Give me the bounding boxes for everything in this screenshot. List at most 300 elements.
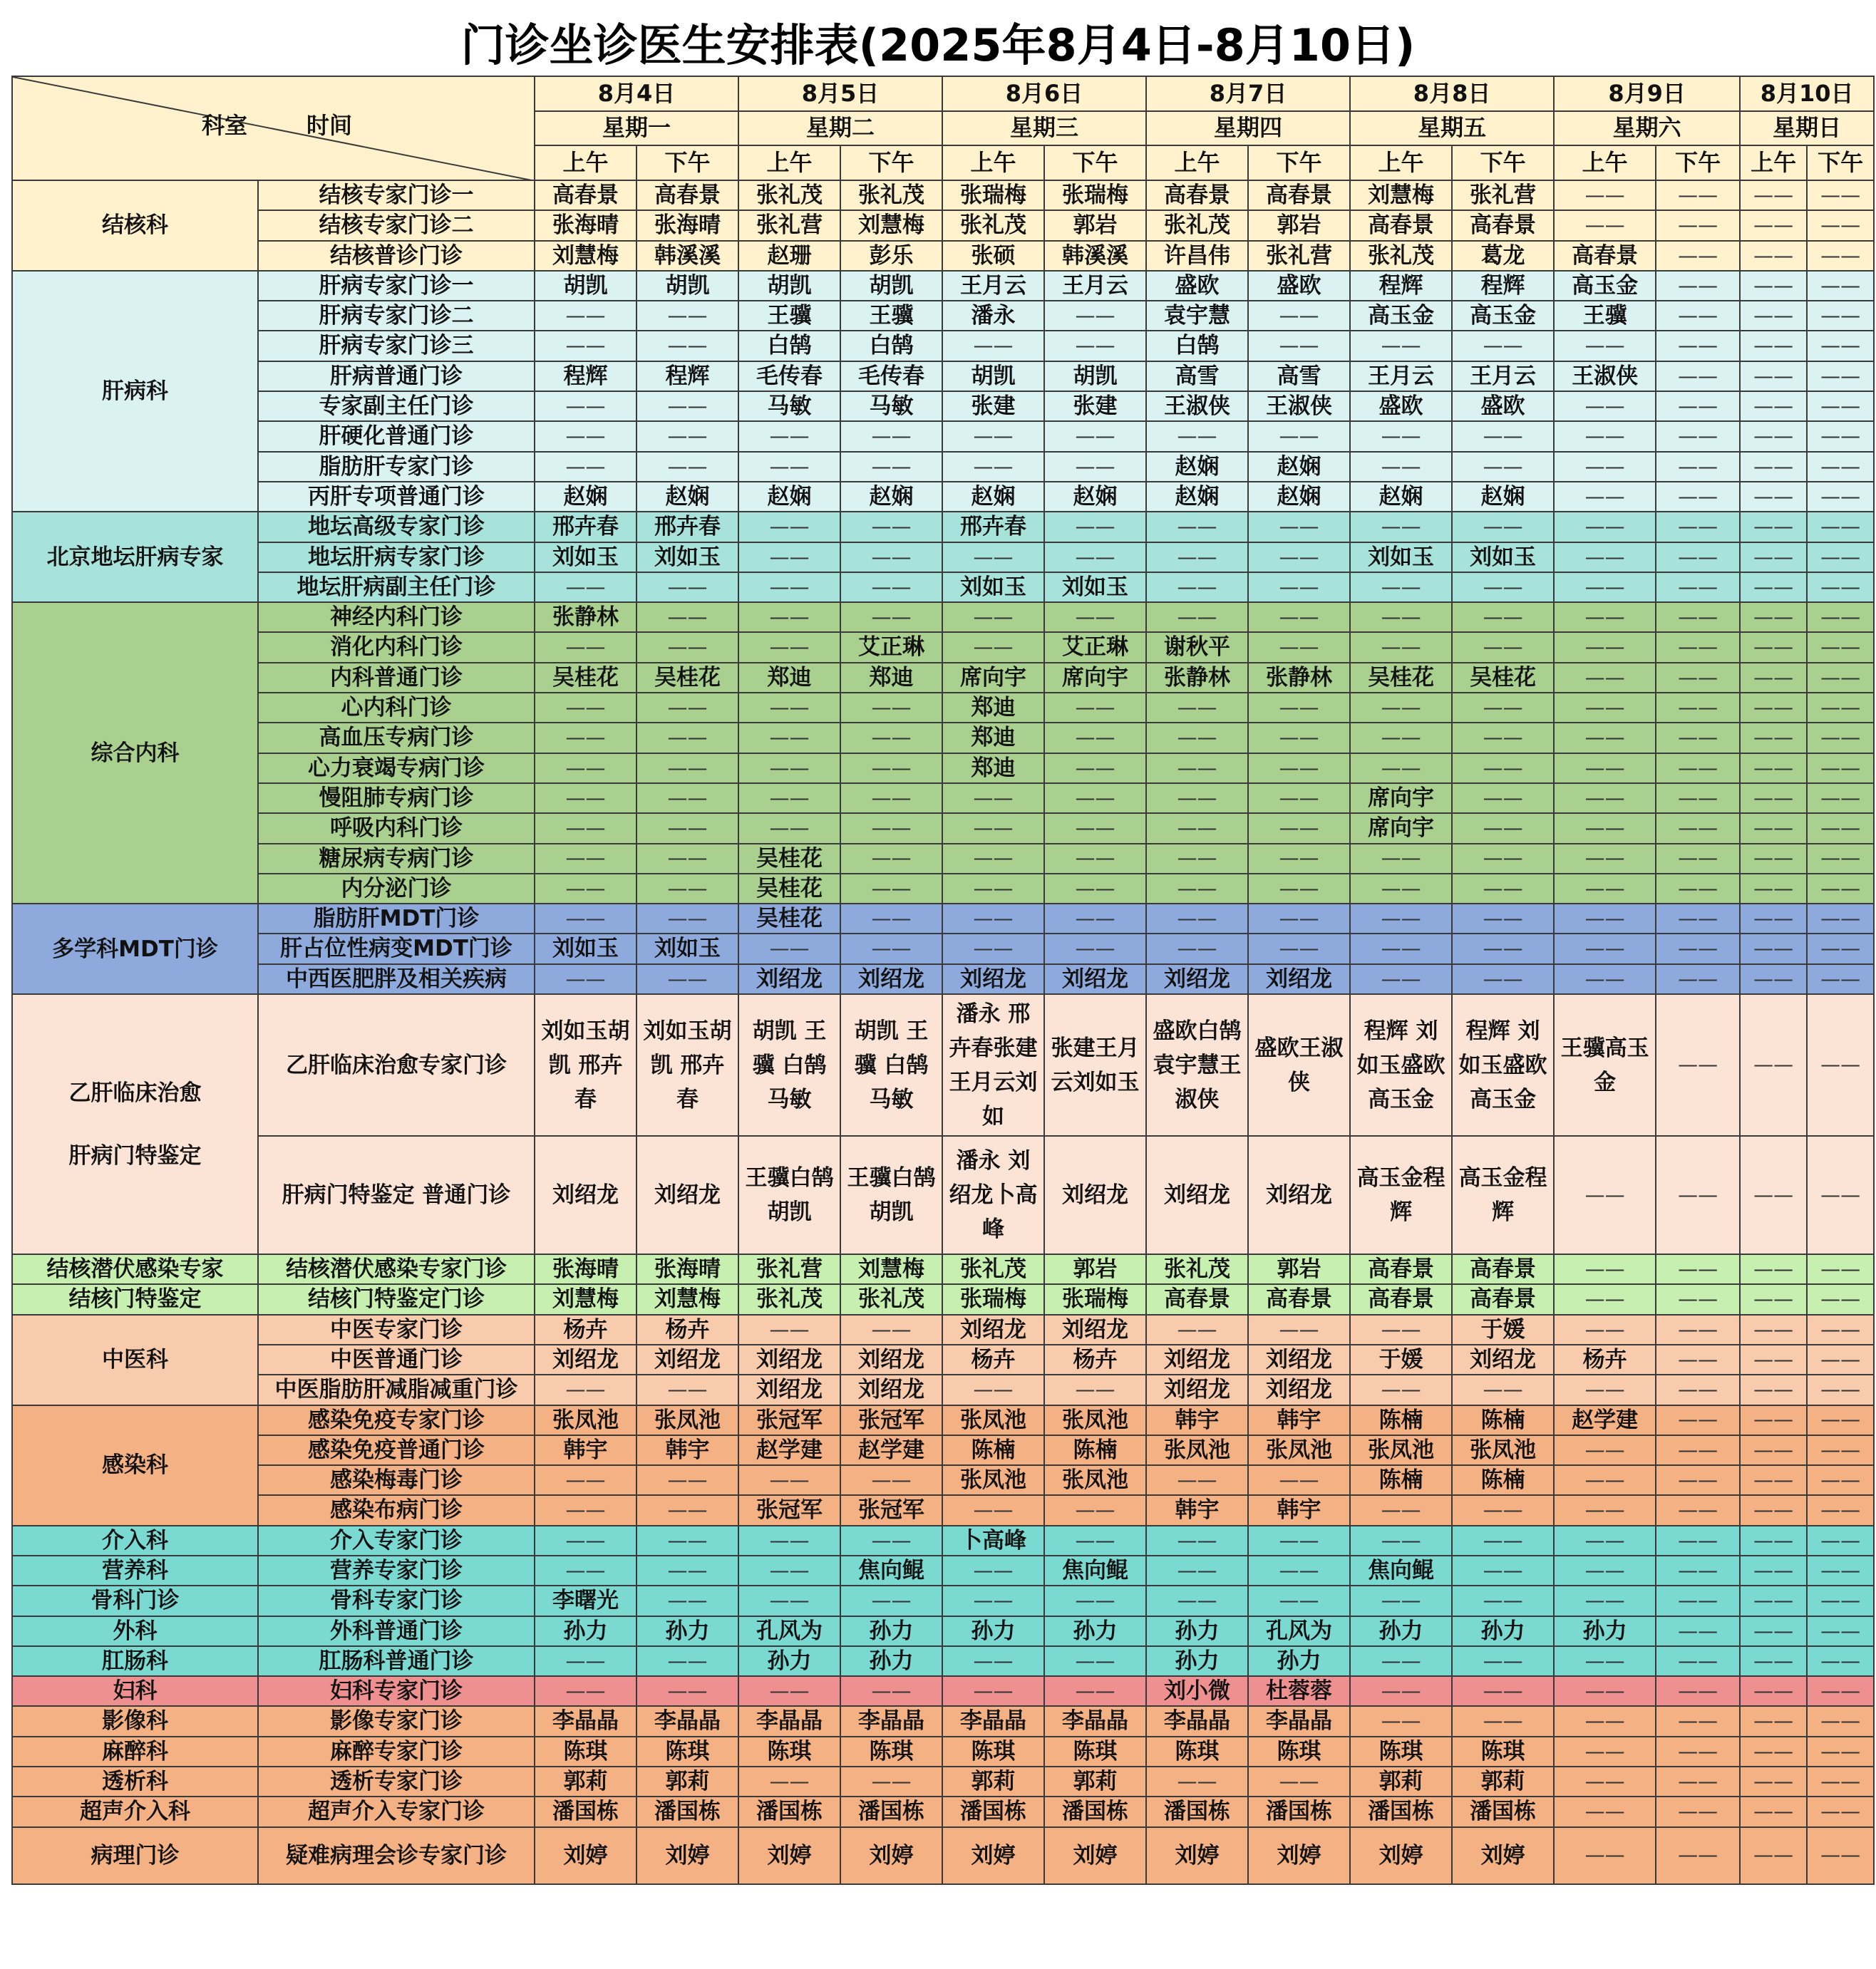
schedule-cell: 孙力 bbox=[636, 1616, 738, 1646]
schedule-cell: 郑迪 bbox=[942, 693, 1044, 723]
clinic-cell: 内科普通门诊 bbox=[258, 663, 535, 693]
schedule-cell: 席向宇 bbox=[1350, 783, 1452, 813]
schedule-cell: 盛欧 bbox=[1452, 391, 1554, 421]
schedule-cell: —— bbox=[1248, 1556, 1350, 1586]
schedule-cell: —— bbox=[1554, 482, 1656, 512]
schedule-cell: —— bbox=[1248, 723, 1350, 753]
schedule-cell: —— bbox=[1807, 602, 1874, 632]
table-row bbox=[12, 452, 1874, 482]
clinic-cell: 肝病普通门诊 bbox=[258, 361, 535, 391]
schedule-cell: —— bbox=[1554, 904, 1656, 934]
table-row bbox=[12, 874, 1874, 904]
table-row bbox=[12, 1435, 1874, 1465]
schedule-cell: 潘永 bbox=[942, 301, 1044, 331]
schedule-cell: 韩溪溪 bbox=[636, 241, 738, 271]
schedule-cell: —— bbox=[738, 572, 840, 602]
date-header: 8月4日 bbox=[535, 76, 738, 111]
schedule-cell: —— bbox=[1554, 331, 1656, 361]
schedule-cell: 张凤池 bbox=[535, 1405, 636, 1435]
schedule-cell: 白鹄 bbox=[738, 331, 840, 361]
clinic-cell: 妇科专家门诊 bbox=[258, 1676, 535, 1706]
department-cell: 结核门特鉴定 bbox=[12, 1284, 258, 1314]
schedule-cell: 韩宇 bbox=[1248, 1495, 1350, 1525]
schedule-cell: —— bbox=[1554, 1526, 1656, 1556]
schedule-cell: 刘如玉 bbox=[636, 934, 738, 963]
schedule-cell: —— bbox=[535, 1556, 636, 1586]
schedule-cell: —— bbox=[1554, 1827, 1656, 1884]
table-row bbox=[12, 1465, 1874, 1495]
schedule-cell: —— bbox=[1656, 1465, 1740, 1495]
schedule-cell: —— bbox=[1656, 1616, 1740, 1646]
schedule-cell: 郑迪 bbox=[942, 753, 1044, 783]
schedule-cell: 王月云 bbox=[1044, 271, 1146, 301]
corner-time-label: 时间 bbox=[306, 112, 353, 139]
schedule-cell: —— bbox=[636, 753, 738, 783]
schedule-cell: —— bbox=[1554, 1284, 1656, 1314]
schedule-cell: —— bbox=[1554, 1315, 1656, 1345]
schedule-cell: —— bbox=[942, 421, 1044, 451]
schedule-cell: 刘婷 bbox=[1350, 1827, 1452, 1884]
schedule-cell: —— bbox=[1656, 723, 1740, 753]
schedule-cell: —— bbox=[1807, 753, 1874, 783]
schedule-cell: —— bbox=[738, 1526, 840, 1556]
schedule-cell: —— bbox=[942, 1646, 1044, 1676]
clinic-cell: 心力衰竭专病门诊 bbox=[258, 753, 535, 783]
schedule-cell: 赵学建 bbox=[738, 1435, 840, 1465]
clinic-cell: 肝病专家门诊二 bbox=[258, 301, 535, 331]
schedule-cell: —— bbox=[1452, 1706, 1554, 1736]
schedule-cell: —— bbox=[1554, 844, 1656, 874]
schedule-cell: 程辉 bbox=[535, 361, 636, 391]
schedule-cell: 李晶晶 bbox=[738, 1706, 840, 1736]
schedule-cell: —— bbox=[1807, 1526, 1874, 1556]
schedule-cell: —— bbox=[535, 421, 636, 451]
clinic-cell: 结核潜伏感染专家门诊 bbox=[258, 1254, 535, 1284]
schedule-cell: —— bbox=[1554, 572, 1656, 602]
schedule-cell: 赵学建 bbox=[1554, 1405, 1656, 1435]
schedule-cell: —— bbox=[1044, 421, 1146, 451]
schedule-cell: —— bbox=[738, 542, 840, 572]
schedule-cell: 潘国栋 bbox=[942, 1797, 1044, 1826]
schedule-cell: —— bbox=[1807, 994, 1874, 1136]
schedule-cell: 张静林 bbox=[1146, 663, 1248, 693]
schedule-cell: —— bbox=[1807, 572, 1874, 602]
schedule-cell: —— bbox=[1248, 1767, 1350, 1797]
schedule-cell: —— bbox=[942, 632, 1044, 662]
schedule-cell: 潘国栋 bbox=[535, 1797, 636, 1826]
schedule-cell: —— bbox=[1248, 632, 1350, 662]
weekday-header: 星期五 bbox=[1350, 111, 1554, 145]
schedule-cell: —— bbox=[1452, 723, 1554, 753]
schedule-cell: —— bbox=[1656, 813, 1740, 843]
schedule-cell: —— bbox=[1350, 934, 1452, 963]
schedule-cell: 郭岩 bbox=[1248, 210, 1350, 240]
schedule-cell: 刘如玉胡凯 邢卉春 bbox=[636, 994, 738, 1136]
clinic-cell: 中医脂肪肝减脂减重门诊 bbox=[258, 1375, 535, 1405]
schedule-cell: —— bbox=[1807, 1797, 1874, 1826]
schedule-cell: —— bbox=[1740, 271, 1807, 301]
schedule-cell: —— bbox=[1554, 1737, 1656, 1767]
schedule-cell: 高玉金程辉 bbox=[1452, 1136, 1554, 1254]
schedule-cell: —— bbox=[1656, 210, 1740, 240]
schedule-cell: 杨卉 bbox=[1554, 1345, 1656, 1375]
schedule-cell: 高春景 bbox=[1350, 210, 1452, 240]
date-header: 8月5日 bbox=[738, 76, 942, 111]
schedule-cell: 高春景 bbox=[1248, 180, 1350, 210]
schedule-cell: —— bbox=[1146, 934, 1248, 963]
schedule-cell: 张海晴 bbox=[535, 1254, 636, 1284]
schedule-cell: 刘绍龙 bbox=[738, 1345, 840, 1375]
schedule-cell: —— bbox=[1452, 331, 1554, 361]
clinic-cell: 介入专家门诊 bbox=[258, 1526, 535, 1556]
schedule-cell: 程辉 刘如玉盛欧 高玉金 bbox=[1452, 994, 1554, 1136]
schedule-cell: 王月云 bbox=[1350, 361, 1452, 391]
clinic-cell: 中西医肥胖及相关疾病 bbox=[258, 964, 535, 994]
table-row bbox=[12, 1676, 1874, 1706]
clinic-cell: 心内科门诊 bbox=[258, 693, 535, 723]
table-row bbox=[12, 964, 1874, 994]
schedule-cell: 张海晴 bbox=[636, 1254, 738, 1284]
schedule-cell: —— bbox=[1554, 783, 1656, 813]
schedule-cell: 陈琪 bbox=[1044, 1737, 1146, 1767]
schedule-cell: 孙力 bbox=[840, 1646, 942, 1676]
schedule-cell: —— bbox=[1740, 813, 1807, 843]
schedule-cell: 赵娴 bbox=[535, 482, 636, 512]
schedule-cell: —— bbox=[1554, 542, 1656, 572]
schedule-cell: 高雪 bbox=[1146, 361, 1248, 391]
schedule-cell: —— bbox=[535, 632, 636, 662]
schedule-cell: 赵娴 bbox=[1044, 482, 1146, 512]
department-cell: 外科 bbox=[12, 1616, 258, 1646]
schedule-cell: —— bbox=[535, 1465, 636, 1495]
schedule-cell: —— bbox=[1452, 1556, 1554, 1586]
schedule-cell: —— bbox=[1248, 1465, 1350, 1495]
schedule-cell: —— bbox=[1044, 301, 1146, 331]
schedule-cell: 刘小微 bbox=[1146, 1676, 1248, 1706]
schedule-cell: —— bbox=[1452, 904, 1554, 934]
schedule-cell: —— bbox=[1656, 572, 1740, 602]
clinic-cell: 感染梅毒门诊 bbox=[258, 1465, 535, 1495]
schedule-cell: 张凤池 bbox=[1044, 1405, 1146, 1435]
table-row bbox=[12, 1737, 1874, 1767]
schedule-cell: 焦向鲲 bbox=[1350, 1556, 1452, 1586]
schedule-cell: 刘婷 bbox=[1248, 1827, 1350, 1884]
schedule-cell: 白鹄 bbox=[1146, 331, 1248, 361]
schedule-cell: 高春景 bbox=[1248, 1284, 1350, 1314]
schedule-cell: —— bbox=[1740, 572, 1807, 602]
schedule-cell: —— bbox=[840, 1315, 942, 1345]
schedule-cell: —— bbox=[840, 602, 942, 632]
schedule-cell: 郑迪 bbox=[840, 663, 942, 693]
schedule-cell: —— bbox=[1656, 934, 1740, 963]
schedule-cell: 张礼茂 bbox=[1146, 210, 1248, 240]
schedule-cell: —— bbox=[840, 542, 942, 572]
schedule-cell: —— bbox=[1807, 1254, 1874, 1284]
schedule-cell: 刘婷 bbox=[1452, 1827, 1554, 1884]
schedule-cell: —— bbox=[1656, 874, 1740, 904]
clinic-cell: 神经内科门诊 bbox=[258, 602, 535, 632]
schedule-cell: 高春景 bbox=[535, 180, 636, 210]
schedule-cell: —— bbox=[636, 813, 738, 843]
schedule-cell: —— bbox=[1656, 844, 1740, 874]
schedule-cell: —— bbox=[1146, 1556, 1248, 1586]
schedule-cell: —— bbox=[636, 602, 738, 632]
schedule-cell: 郭莉 bbox=[535, 1767, 636, 1797]
schedule-cell: 杨卉 bbox=[535, 1315, 636, 1345]
schedule-cell: —— bbox=[636, 844, 738, 874]
schedule-cell: —— bbox=[636, 572, 738, 602]
schedule-cell: —— bbox=[1044, 904, 1146, 934]
schedule-cell: —— bbox=[1044, 844, 1146, 874]
schedule-cell: —— bbox=[1656, 964, 1740, 994]
schedule-cell: —— bbox=[1740, 844, 1807, 874]
schedule-cell: 于媛 bbox=[1350, 1345, 1452, 1375]
schedule-cell: 刘婷 bbox=[1044, 1827, 1146, 1884]
schedule-cell: 李晶晶 bbox=[840, 1706, 942, 1736]
date-header: 8月8日 bbox=[1350, 76, 1554, 111]
department-cell: 结核科 bbox=[12, 180, 258, 271]
schedule-cell: —— bbox=[1740, 1737, 1807, 1767]
schedule-cell: —— bbox=[1452, 572, 1554, 602]
schedule-cell: —— bbox=[535, 391, 636, 421]
schedule-cell: —— bbox=[1656, 361, 1740, 391]
schedule-cell: 孙力 bbox=[1146, 1616, 1248, 1646]
schedule-cell: —— bbox=[1807, 361, 1874, 391]
schedule-cell: 孙力 bbox=[535, 1616, 636, 1646]
schedule-cell: 韩宇 bbox=[535, 1435, 636, 1465]
schedule-cell: 张凤池 bbox=[1350, 1435, 1452, 1465]
schedule-cell: 彭乐 bbox=[840, 241, 942, 271]
schedule-cell: —— bbox=[1807, 452, 1874, 482]
schedule-cell: —— bbox=[840, 1586, 942, 1616]
schedule-cell: —— bbox=[1350, 874, 1452, 904]
schedule-cell: 高玉金 bbox=[1350, 301, 1452, 331]
schedule-cell: 陈楠 bbox=[1452, 1465, 1554, 1495]
schedule-cell: —— bbox=[1656, 1315, 1740, 1345]
schedule-cell: —— bbox=[1554, 1586, 1656, 1616]
schedule-cell: —— bbox=[636, 693, 738, 723]
schedule-cell: —— bbox=[1452, 783, 1554, 813]
clinic-cell: 糖尿病专病门诊 bbox=[258, 844, 535, 874]
schedule-cell: 张凤池 bbox=[942, 1405, 1044, 1435]
schedule-cell: —— bbox=[636, 874, 738, 904]
clinic-cell: 内分泌门诊 bbox=[258, 874, 535, 904]
schedule-cell: —— bbox=[1656, 602, 1740, 632]
schedule-cell: —— bbox=[1807, 421, 1874, 451]
schedule-cell: 张海晴 bbox=[535, 210, 636, 240]
weekday-header: 星期六 bbox=[1554, 111, 1740, 145]
table-row bbox=[12, 1495, 1874, 1525]
schedule-cell: 盛欧 bbox=[1350, 391, 1452, 421]
schedule-cell: —— bbox=[1807, 1405, 1874, 1435]
schedule-cell: —— bbox=[1740, 874, 1807, 904]
schedule-cell: —— bbox=[1554, 210, 1656, 240]
table-row bbox=[12, 1797, 1874, 1826]
schedule-cell: —— bbox=[1740, 1646, 1807, 1676]
schedule-cell: 刘慧梅 bbox=[840, 210, 942, 240]
schedule-cell: —— bbox=[1350, 331, 1452, 361]
clinic-cell: 影像专家门诊 bbox=[258, 1706, 535, 1736]
schedule-cell: —— bbox=[636, 1526, 738, 1556]
schedule-cell: 潘国栋 bbox=[840, 1797, 942, 1826]
schedule-cell: —— bbox=[636, 331, 738, 361]
clinic-cell: 营养专家门诊 bbox=[258, 1556, 535, 1586]
schedule-cell: 张冠军 bbox=[840, 1495, 942, 1525]
schedule-cell: —— bbox=[1452, 512, 1554, 542]
schedule-cell: —— bbox=[1248, 1315, 1350, 1345]
schedule-cell: 刘绍龙 bbox=[1248, 1136, 1350, 1254]
schedule-cell: —— bbox=[535, 904, 636, 934]
schedule-cell: 张瑞梅 bbox=[942, 1284, 1044, 1314]
schedule-cell: —— bbox=[738, 1586, 840, 1616]
schedule-cell: 刘绍龙 bbox=[1146, 1136, 1248, 1254]
schedule-cell: —— bbox=[1554, 934, 1656, 963]
schedule-cell: —— bbox=[1146, 1767, 1248, 1797]
schedule-cell: —— bbox=[1807, 271, 1874, 301]
schedule-cell: —— bbox=[738, 1315, 840, 1345]
schedule-cell: 刘绍龙 bbox=[636, 1345, 738, 1375]
schedule-cell: 程辉 bbox=[1350, 271, 1452, 301]
schedule-cell: 张静林 bbox=[1248, 663, 1350, 693]
table-row bbox=[12, 1375, 1874, 1405]
schedule-cell: —— bbox=[1807, 1676, 1874, 1706]
schedule-cell: 郭莉 bbox=[1452, 1767, 1554, 1797]
schedule-cell: —— bbox=[1554, 663, 1656, 693]
schedule-cell: —— bbox=[1740, 180, 1807, 210]
clinic-cell: 结核门特鉴定门诊 bbox=[258, 1284, 535, 1314]
schedule-cell: —— bbox=[1146, 512, 1248, 542]
schedule-cell: 刘如玉 bbox=[535, 542, 636, 572]
schedule-cell: —— bbox=[636, 723, 738, 753]
schedule-cell: 韩宇 bbox=[1146, 1405, 1248, 1435]
schedule-cell: —— bbox=[942, 874, 1044, 904]
schedule-cell: 白鹄 bbox=[840, 331, 942, 361]
schedule-cell: 卜高峰 bbox=[942, 1526, 1044, 1556]
table-row bbox=[12, 1526, 1874, 1556]
schedule-cell: —— bbox=[1044, 1646, 1146, 1676]
schedule-cell: —— bbox=[1350, 512, 1452, 542]
schedule-cell: 李晶晶 bbox=[942, 1706, 1044, 1736]
schedule-cell: —— bbox=[1807, 1737, 1874, 1767]
schedule-cell: —— bbox=[1452, 452, 1554, 482]
schedule-cell: —— bbox=[1554, 1465, 1656, 1495]
schedule-cell: —— bbox=[840, 813, 942, 843]
schedule-cell: 程辉 刘如玉盛欧 高玉金 bbox=[1350, 994, 1452, 1136]
schedule-cell: —— bbox=[1350, 1676, 1452, 1706]
schedule-cell: —— bbox=[1554, 391, 1656, 421]
table-row bbox=[12, 512, 1874, 542]
clinic-cell: 感染免疫普通门诊 bbox=[258, 1435, 535, 1465]
schedule-cell: —— bbox=[738, 632, 840, 662]
schedule-cell: 潘国栋 bbox=[1248, 1797, 1350, 1826]
schedule-cell: 胡凯 bbox=[738, 271, 840, 301]
schedule-cell: 王月云 bbox=[942, 271, 1044, 301]
schedule-cell: 王骥白鹄胡凯 bbox=[738, 1136, 840, 1254]
schedule-cell: —— bbox=[942, 904, 1044, 934]
schedule-cell: —— bbox=[942, 1586, 1044, 1616]
schedule-cell: 李晶晶 bbox=[1248, 1706, 1350, 1736]
schedule-cell: —— bbox=[1554, 813, 1656, 843]
schedule-cell: —— bbox=[1248, 512, 1350, 542]
am-header: 上午 bbox=[535, 145, 636, 180]
schedule-cell: —— bbox=[1656, 904, 1740, 934]
schedule-cell: —— bbox=[1656, 693, 1740, 723]
schedule-cell: —— bbox=[738, 783, 840, 813]
schedule-cell: 张瑞梅 bbox=[1044, 180, 1146, 210]
department-cell: 影像科 bbox=[12, 1706, 258, 1736]
schedule-cell: —— bbox=[1656, 1767, 1740, 1797]
schedule-cell: 赵珊 bbox=[738, 241, 840, 271]
schedule-cell: —— bbox=[1807, 482, 1874, 512]
schedule-cell: 席向宇 bbox=[942, 663, 1044, 693]
schedule-cell: —— bbox=[1807, 663, 1874, 693]
schedule-cell: —— bbox=[1740, 421, 1807, 451]
schedule-cell: —— bbox=[1350, 844, 1452, 874]
schedule-cell: —— bbox=[1044, 602, 1146, 632]
schedule-cell: —— bbox=[1248, 301, 1350, 331]
schedule-cell: 孙力 bbox=[1248, 1646, 1350, 1676]
schedule-cell: —— bbox=[738, 934, 840, 963]
schedule-cell: 刘绍龙 bbox=[840, 1345, 942, 1375]
schedule-cell: 刘婷 bbox=[942, 1827, 1044, 1884]
schedule-cell: 吴桂花 bbox=[738, 844, 840, 874]
schedule-cell: —— bbox=[1807, 1375, 1874, 1405]
table-row bbox=[12, 482, 1874, 512]
schedule-cell: 赵娴 bbox=[840, 482, 942, 512]
schedule-cell: —— bbox=[1656, 1676, 1740, 1706]
schedule-cell: —— bbox=[1248, 813, 1350, 843]
schedule-cell: —— bbox=[535, 813, 636, 843]
clinic-cell: 高血压专病门诊 bbox=[258, 723, 535, 753]
schedule-cell: —— bbox=[1807, 1315, 1874, 1345]
schedule-cell: 王淑侠 bbox=[1248, 391, 1350, 421]
schedule-cell: 韩宇 bbox=[1146, 1495, 1248, 1525]
schedule-cell: —— bbox=[1740, 994, 1807, 1136]
table-row bbox=[12, 602, 1874, 632]
schedule-cell: 杜蓉蓉 bbox=[1248, 1676, 1350, 1706]
schedule-cell: 王月云 bbox=[1452, 361, 1554, 391]
corner-cell bbox=[12, 76, 535, 180]
schedule-cell: 孙力 bbox=[840, 1616, 942, 1646]
schedule-cell: —— bbox=[1452, 1646, 1554, 1676]
schedule-cell: 刘如玉 bbox=[1044, 572, 1146, 602]
schedule-cell: —— bbox=[1554, 1136, 1656, 1254]
schedule-cell: —— bbox=[1740, 210, 1807, 240]
schedule-cell: —— bbox=[1452, 1586, 1554, 1616]
schedule-cell: —— bbox=[1740, 1767, 1807, 1797]
schedule-cell: 赵娴 bbox=[942, 482, 1044, 512]
schedule-cell: 盛欧 bbox=[1146, 271, 1248, 301]
schedule-cell: —— bbox=[1740, 1435, 1807, 1465]
schedule-cell: 孔风为 bbox=[738, 1616, 840, 1646]
schedule-cell: 韩宇 bbox=[636, 1435, 738, 1465]
schedule-cell: —— bbox=[636, 964, 738, 994]
schedule-cell: 高春景 bbox=[1146, 180, 1248, 210]
schedule-cell: 郭莉 bbox=[636, 1767, 738, 1797]
department-cell: 介入科 bbox=[12, 1526, 258, 1556]
schedule-cell: —— bbox=[535, 1646, 636, 1676]
schedule-cell: —— bbox=[636, 1586, 738, 1616]
schedule-cell: 孙力 bbox=[1554, 1616, 1656, 1646]
schedule-cell: —— bbox=[738, 813, 840, 843]
schedule-cell: 胡凯 王骥 白鹄马敏 bbox=[738, 994, 840, 1136]
schedule-cell: —— bbox=[1554, 602, 1656, 632]
schedule-cell: —— bbox=[535, 331, 636, 361]
am-header: 上午 bbox=[1554, 145, 1656, 180]
schedule-cell: —— bbox=[636, 783, 738, 813]
schedule-cell: 邢卉春 bbox=[636, 512, 738, 542]
schedule-cell: —— bbox=[1807, 210, 1874, 240]
